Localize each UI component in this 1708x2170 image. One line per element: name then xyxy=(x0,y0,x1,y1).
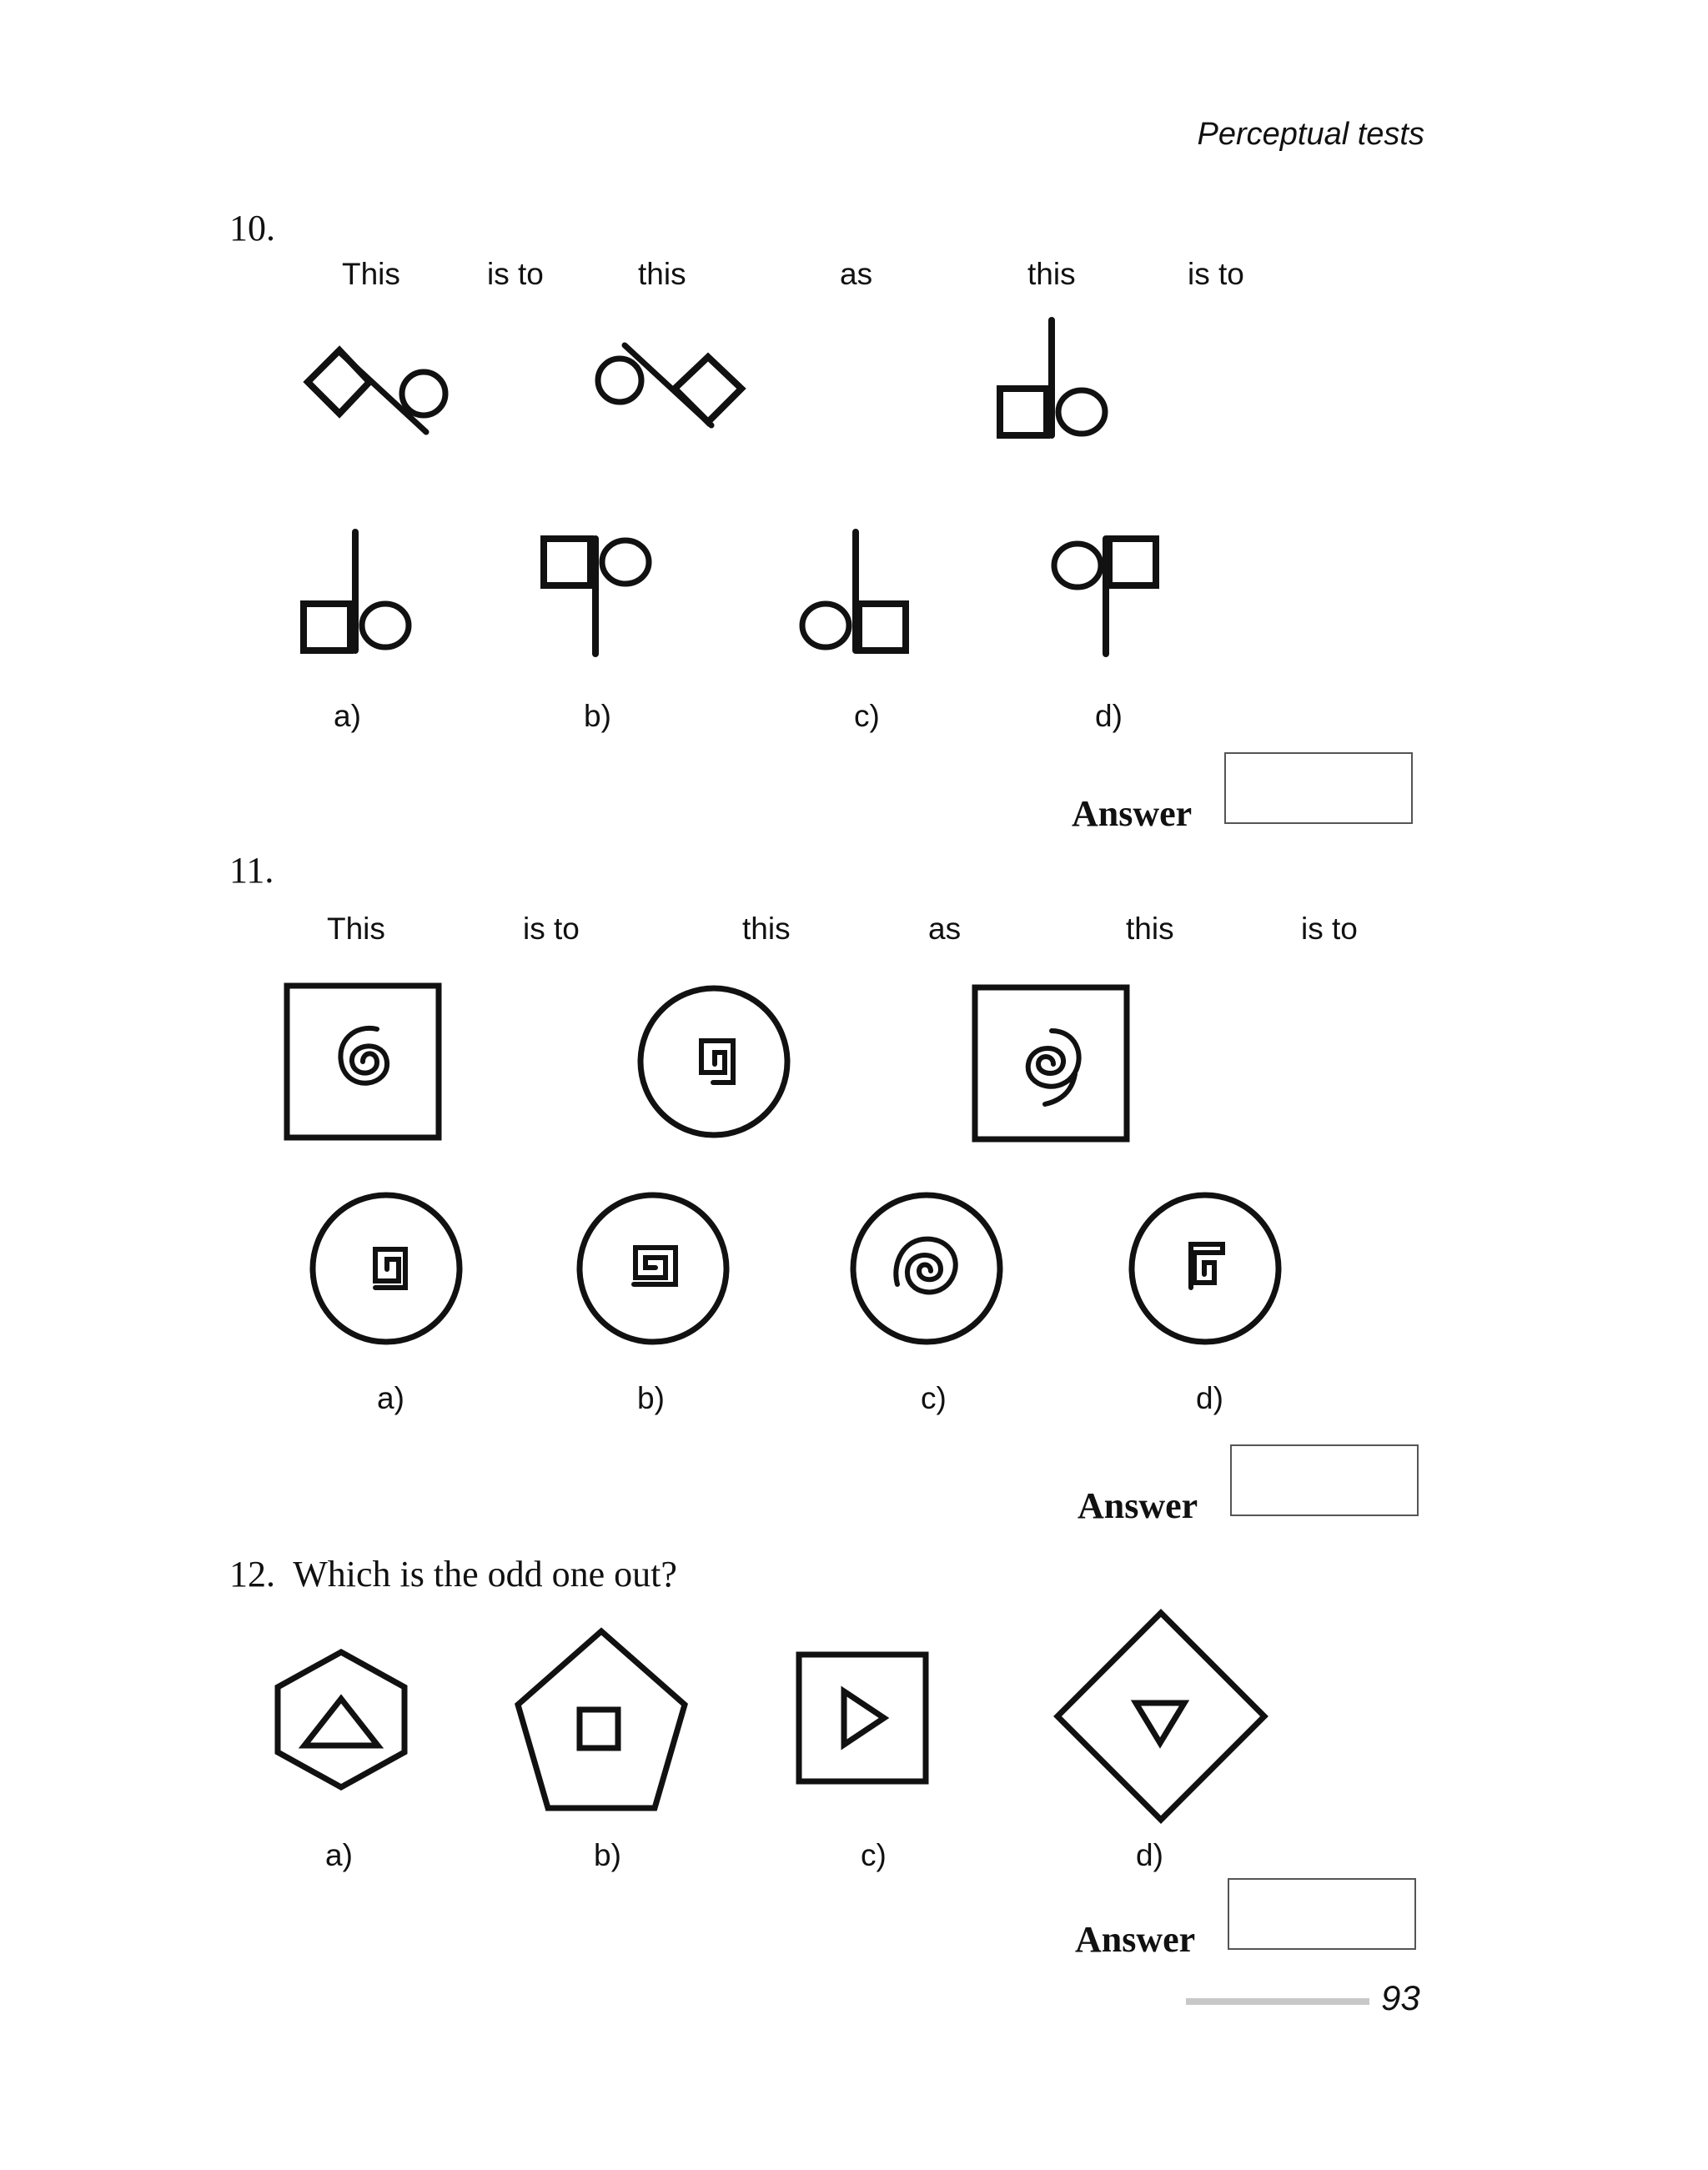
question-10-number: 10. xyxy=(229,208,275,249)
q11-option-b-label: b) xyxy=(637,1381,665,1415)
q11-word-this-3: this xyxy=(1126,912,1174,946)
q10-word-this-3: this xyxy=(1027,257,1076,291)
question-12-prompt: Which is the odd one out? xyxy=(293,1554,677,1595)
q12-option-c-figure[interactable] xyxy=(796,1651,929,1785)
q10-figure-is-to xyxy=(588,334,755,442)
q10-word-is-to-2: is to xyxy=(1188,257,1244,291)
q10-word-this: This xyxy=(342,257,400,291)
question-12-number: 12. xyxy=(229,1554,275,1595)
q12-option-d-figure[interactable] xyxy=(1052,1610,1269,1826)
q10-word-as: as xyxy=(840,257,873,291)
q11-figure-square-spiral-in-circle xyxy=(636,984,791,1139)
q11-option-d-figure[interactable] xyxy=(1128,1191,1283,1346)
q10-option-c-label: c) xyxy=(854,699,880,733)
question-11-number: 11. xyxy=(229,850,274,891)
q11-word-is-to-2: is to xyxy=(1301,912,1358,946)
q11-option-d-label: d) xyxy=(1196,1381,1223,1415)
q10-option-a-label: a) xyxy=(334,699,361,733)
q11-word-this-2: this xyxy=(742,912,791,946)
q10-option-a-figure[interactable] xyxy=(294,525,427,659)
q10-figure-this-2 xyxy=(988,315,1122,449)
q11-figure-round-spiral-in-square xyxy=(972,984,1130,1143)
q12-option-b-figure[interactable] xyxy=(513,1626,688,1818)
q12-option-c-label: c) xyxy=(861,1838,887,1872)
page-number: 93 xyxy=(1381,1978,1420,2017)
q12-answer-label: Answer xyxy=(1075,1919,1196,1960)
q10-figure-this xyxy=(296,334,463,442)
q10-word-this-2: this xyxy=(638,257,686,291)
q12-option-b-label: b) xyxy=(594,1838,621,1872)
q10-option-b-figure[interactable] xyxy=(534,525,667,659)
q10-option-b-label: b) xyxy=(584,699,611,733)
q11-option-a-figure[interactable] xyxy=(309,1191,464,1346)
q10-answer-label: Answer xyxy=(1072,793,1193,834)
footer-rule xyxy=(1186,1998,1369,2005)
q11-option-c-figure[interactable] xyxy=(849,1191,1004,1346)
section-title: Perceptual tests xyxy=(1197,117,1424,152)
q10-option-c-figure[interactable] xyxy=(792,525,926,659)
q11-word-this: This xyxy=(327,912,385,946)
q12-option-a-figure[interactable] xyxy=(271,1647,413,1797)
q11-option-b-figure[interactable] xyxy=(575,1191,731,1346)
q12-answer-box[interactable] xyxy=(1228,1878,1416,1950)
q10-answer-box[interactable] xyxy=(1224,752,1413,824)
q11-option-c-label: c) xyxy=(921,1381,947,1415)
q12-option-d-label: d) xyxy=(1136,1838,1163,1872)
q11-word-is-to: is to xyxy=(523,912,580,946)
q10-word-is-to: is to xyxy=(487,257,544,291)
q11-figure-square-spiral-in-square xyxy=(284,982,442,1141)
question-12-heading xyxy=(229,1553,677,1595)
q10-option-d-label: d) xyxy=(1095,699,1123,733)
q11-answer-label: Answer xyxy=(1078,1485,1198,1526)
q12-option-a-label: a) xyxy=(325,1838,353,1872)
q11-answer-box[interactable] xyxy=(1230,1444,1419,1516)
q10-option-d-figure[interactable] xyxy=(1042,525,1176,659)
q11-option-a-label: a) xyxy=(377,1381,404,1415)
q11-word-as: as xyxy=(928,912,962,946)
